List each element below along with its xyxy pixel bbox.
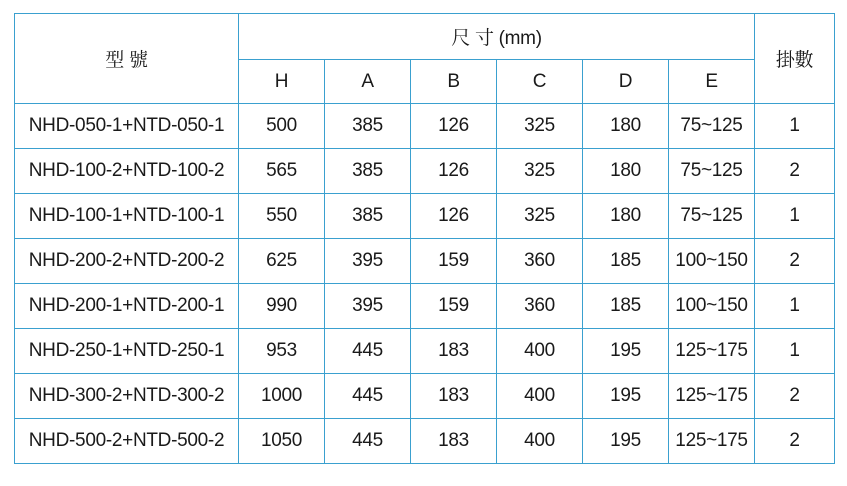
- cell-c: 325: [497, 104, 583, 149]
- cell-h: 953: [239, 329, 325, 374]
- cell-b: 126: [411, 149, 497, 194]
- header-col-d: D: [583, 60, 669, 104]
- header-col-b: B: [411, 60, 497, 104]
- cell-e: 125~175: [669, 374, 755, 419]
- cell-model: NHD-200-1+NTD-200-1: [15, 284, 239, 329]
- cell-e: 75~125: [669, 149, 755, 194]
- cell-a: 395: [325, 284, 411, 329]
- cell-d: 185: [583, 284, 669, 329]
- cell-model: NHD-050-1+NTD-050-1: [15, 104, 239, 149]
- cell-c: 360: [497, 284, 583, 329]
- table-row: [15, 149, 835, 194]
- header-count: 掛數: [755, 14, 835, 104]
- cell-d: 185: [583, 239, 669, 284]
- cell-h: 1000: [239, 374, 325, 419]
- cell-h: 1050: [239, 419, 325, 464]
- cell-a: 445: [325, 329, 411, 374]
- cell-c: 400: [497, 419, 583, 464]
- cell-a: 395: [325, 239, 411, 284]
- cell-a: 385: [325, 194, 411, 239]
- cell-model: NHD-300-2+NTD-300-2: [15, 374, 239, 419]
- cell-d: 180: [583, 149, 669, 194]
- cell-b: 159: [411, 284, 497, 329]
- cell-a: 445: [325, 374, 411, 419]
- header-dimensions: 尺 寸 (mm): [239, 14, 755, 60]
- cell-a: 385: [325, 104, 411, 149]
- cell-h: 990: [239, 284, 325, 329]
- table-row: [15, 194, 835, 239]
- cell-model: NHD-100-2+NTD-100-2: [15, 149, 239, 194]
- cell-h: 550: [239, 194, 325, 239]
- cell-c: 325: [497, 149, 583, 194]
- cell-c: 400: [497, 329, 583, 374]
- cell-d: 195: [583, 374, 669, 419]
- table-row: [15, 374, 835, 419]
- header-col-h: H: [239, 60, 325, 104]
- cell-c: 360: [497, 239, 583, 284]
- cell-count: 1: [755, 104, 835, 149]
- table-header: [15, 14, 835, 104]
- table-row: [15, 239, 835, 284]
- cell-e: 100~150: [669, 239, 755, 284]
- spec-table: [14, 13, 835, 464]
- cell-h: 500: [239, 104, 325, 149]
- cell-a: 445: [325, 419, 411, 464]
- cell-e: 75~125: [669, 194, 755, 239]
- cell-count: 1: [755, 329, 835, 374]
- cell-model: NHD-100-1+NTD-100-1: [15, 194, 239, 239]
- cell-count: 2: [755, 374, 835, 419]
- cell-count: 2: [755, 419, 835, 464]
- cell-count: 2: [755, 149, 835, 194]
- header-col-a: A: [325, 60, 411, 104]
- header-col-c: C: [497, 60, 583, 104]
- table-row: [15, 329, 835, 374]
- cell-e: 125~175: [669, 329, 755, 374]
- table-body: [15, 104, 835, 464]
- cell-h: 625: [239, 239, 325, 284]
- cell-a: 385: [325, 149, 411, 194]
- cell-c: 400: [497, 374, 583, 419]
- cell-b: 183: [411, 419, 497, 464]
- header-model: 型 號: [15, 14, 239, 104]
- cell-b: 183: [411, 374, 497, 419]
- cell-d: 180: [583, 194, 669, 239]
- cell-b: 126: [411, 194, 497, 239]
- cell-e: 75~125: [669, 104, 755, 149]
- cell-b: 126: [411, 104, 497, 149]
- cell-model: NHD-250-1+NTD-250-1: [15, 329, 239, 374]
- cell-count: 1: [755, 194, 835, 239]
- cell-d: 195: [583, 329, 669, 374]
- cell-b: 183: [411, 329, 497, 374]
- cell-d: 180: [583, 104, 669, 149]
- cell-model: NHD-200-2+NTD-200-2: [15, 239, 239, 284]
- table-row: [15, 104, 835, 149]
- header-col-e: E: [669, 60, 755, 104]
- table-row: [15, 419, 835, 464]
- cell-e: 100~150: [669, 284, 755, 329]
- table-row: [15, 284, 835, 329]
- cell-d: 195: [583, 419, 669, 464]
- cell-count: 1: [755, 284, 835, 329]
- cell-e: 125~175: [669, 419, 755, 464]
- cell-count: 2: [755, 239, 835, 284]
- cell-b: 159: [411, 239, 497, 284]
- cell-model: NHD-500-2+NTD-500-2: [15, 419, 239, 464]
- cell-h: 565: [239, 149, 325, 194]
- cell-c: 325: [497, 194, 583, 239]
